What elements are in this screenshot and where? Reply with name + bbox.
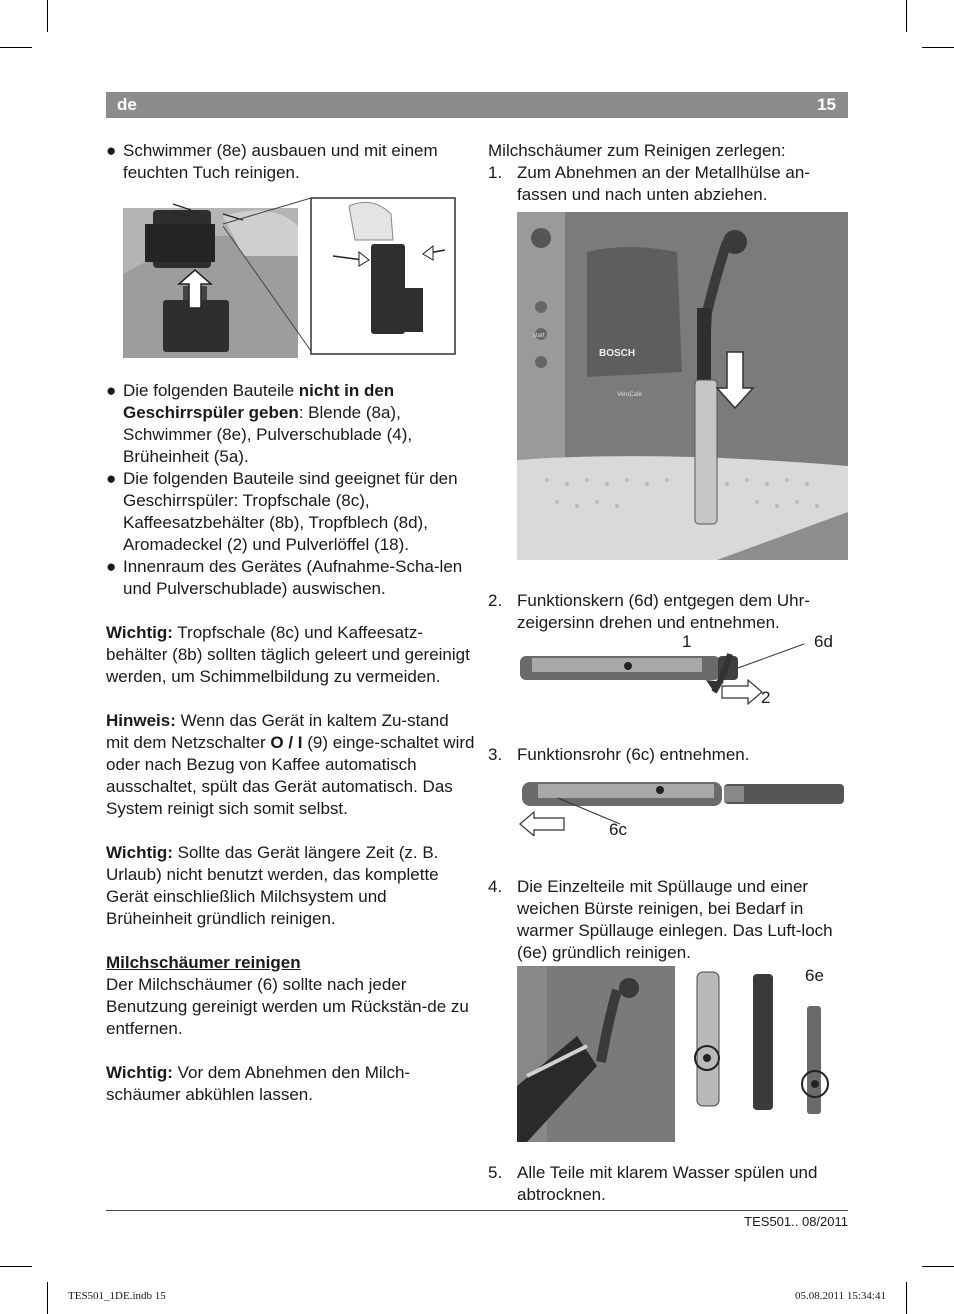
bullet-icon: ● <box>106 469 117 488</box>
step-text: Alle Teile mit klarem Wasser spülen und abtrocknen. <box>517 1163 818 1204</box>
crop-mark <box>0 47 32 48</box>
crop-mark <box>47 1282 48 1314</box>
page-number: 15 <box>817 95 836 114</box>
step-number: 4. <box>488 877 503 896</box>
step-number: 5. <box>488 1163 503 1182</box>
step-item <box>488 744 850 766</box>
figure-callout: 2 <box>761 688 771 707</box>
crop-mark <box>906 0 907 32</box>
float-removal-illustration <box>123 196 457 358</box>
bullet-icon: ● <box>106 141 117 160</box>
step-item <box>488 162 850 206</box>
bullet-icon: ● <box>106 381 117 400</box>
important-note-1: Wichtig: Tropfschale (8c) und Kaffeesatz-behälter (8b) sollten täglich geleert und gereinigt werden, um Schimmelbildung zu vermeiden. <box>106 623 470 686</box>
step-text: Die Einzelteile mit Spüllauge und einer weichen Bürste reinigen, bei Bedarf in warmer Spüllauge einlegen. Das Luft-loch (6e) gründlich reinigen. <box>517 877 833 962</box>
figure-callout: 6d <box>814 632 833 651</box>
crop-mark <box>922 1266 954 1267</box>
bullet-text: Schwimmer (8e) ausbauen und mit einem feuchten Tuch reinigen. <box>123 141 438 182</box>
figure-callout: 6e <box>805 966 824 985</box>
important-note-2: Wichtig: Sollte das Gerät längere Zeit (z. B. Urlaub) nicht benutzt werden, das komplette Gerät einschließlich Milchsystem und Brüheinheit gründlich reinigen. <box>106 843 439 928</box>
important-note-3: Wichtig: Vor dem Abnehmen den Milch-schäumer abkühlen lassen. <box>106 1063 411 1104</box>
model-logo-text: VeroCafe <box>617 392 643 398</box>
milk-frother-removal-photo <box>517 212 848 560</box>
step-number: 3. <box>488 745 503 764</box>
step-number: 2. <box>488 591 503 610</box>
crop-mark <box>922 47 954 48</box>
bullet-item <box>106 468 476 556</box>
crop-mark <box>906 1282 907 1314</box>
crop-mark <box>47 0 48 32</box>
step-item <box>488 1162 850 1206</box>
step-item <box>488 876 850 964</box>
power-switch-symbol: O / I <box>270 733 303 752</box>
page-header <box>106 92 848 118</box>
start-label: start <box>533 333 545 339</box>
hint-note: Hinweis: Wenn das Gerät in kaltem Zu-stand mit dem Netzschalter O / I (9) einge-schaltet wird oder nach Bezug von Kaffee automatisch ausschaltet, spült das Gerät automatisch. Das System reinigt sich somit selbst. <box>106 711 475 818</box>
bullet-icon: ● <box>106 557 117 576</box>
bullet-bold-text: nicht in den Geschirrspüler geben <box>123 381 395 422</box>
bullet-item <box>106 556 476 600</box>
bullet-text: Die folgenden Bauteile sind geeignet für den Geschirrspüler: Tropfschale (8c), Kaffeesatzbehälter (8b), Tropfblech (8d), Aromadeckel (2) und Pulverlöffel (18). <box>123 469 458 554</box>
section-text: Der Milchschäumer (6) sollte nach jeder Benutzung gereinigt werden um Rückstän-de zu entfernen. <box>106 975 469 1038</box>
cleaning-parts-illustration <box>517 966 848 1142</box>
step-text: Funktionsrohr (6c) entnehmen. <box>517 745 750 764</box>
function-tube-illustration <box>518 776 848 836</box>
step-text: Funktionskern (6d) entgegen dem Uhr-zeigersinn drehen und entnehmen. <box>517 591 810 632</box>
crop-mark <box>0 1266 32 1267</box>
brand-logo-text: BOSCH <box>599 348 636 359</box>
language-code: de <box>117 95 137 114</box>
print-datetime: 05.08.2011 15:34:41 <box>795 1290 886 1302</box>
footer-rule <box>106 1210 848 1211</box>
bullet-text: : Blende (8a), Schwimmer (8e), Pulverschublade (4), Brüheinheit (5a). <box>123 403 413 466</box>
bullet-item <box>106 140 476 184</box>
figure-callout: 6c <box>609 820 627 839</box>
step-text: Zum Abnehmen an der Metallhülse an-fassen und nach unten abziehen. <box>517 163 810 204</box>
instructions-intro: Milchschäumer zum Reinigen zerlegen: <box>488 141 786 160</box>
step-item <box>488 590 850 634</box>
section-heading: Milchschäumer reinigen <box>106 953 301 972</box>
footer-code: TES501.. 08/2011 <box>744 1214 848 1229</box>
bullet-text: Die folgenden Bauteile <box>123 381 299 400</box>
step-number: 1. <box>488 163 503 182</box>
bullet-item <box>106 380 476 468</box>
print-file-info: TES501_1DE.indb 15 <box>68 1290 166 1302</box>
figure-callout: 1 <box>682 632 692 651</box>
bullet-text: Innenraum des Gerätes (Aufnahme-Scha-len und Pulverschublade) auswischen. <box>123 557 463 598</box>
